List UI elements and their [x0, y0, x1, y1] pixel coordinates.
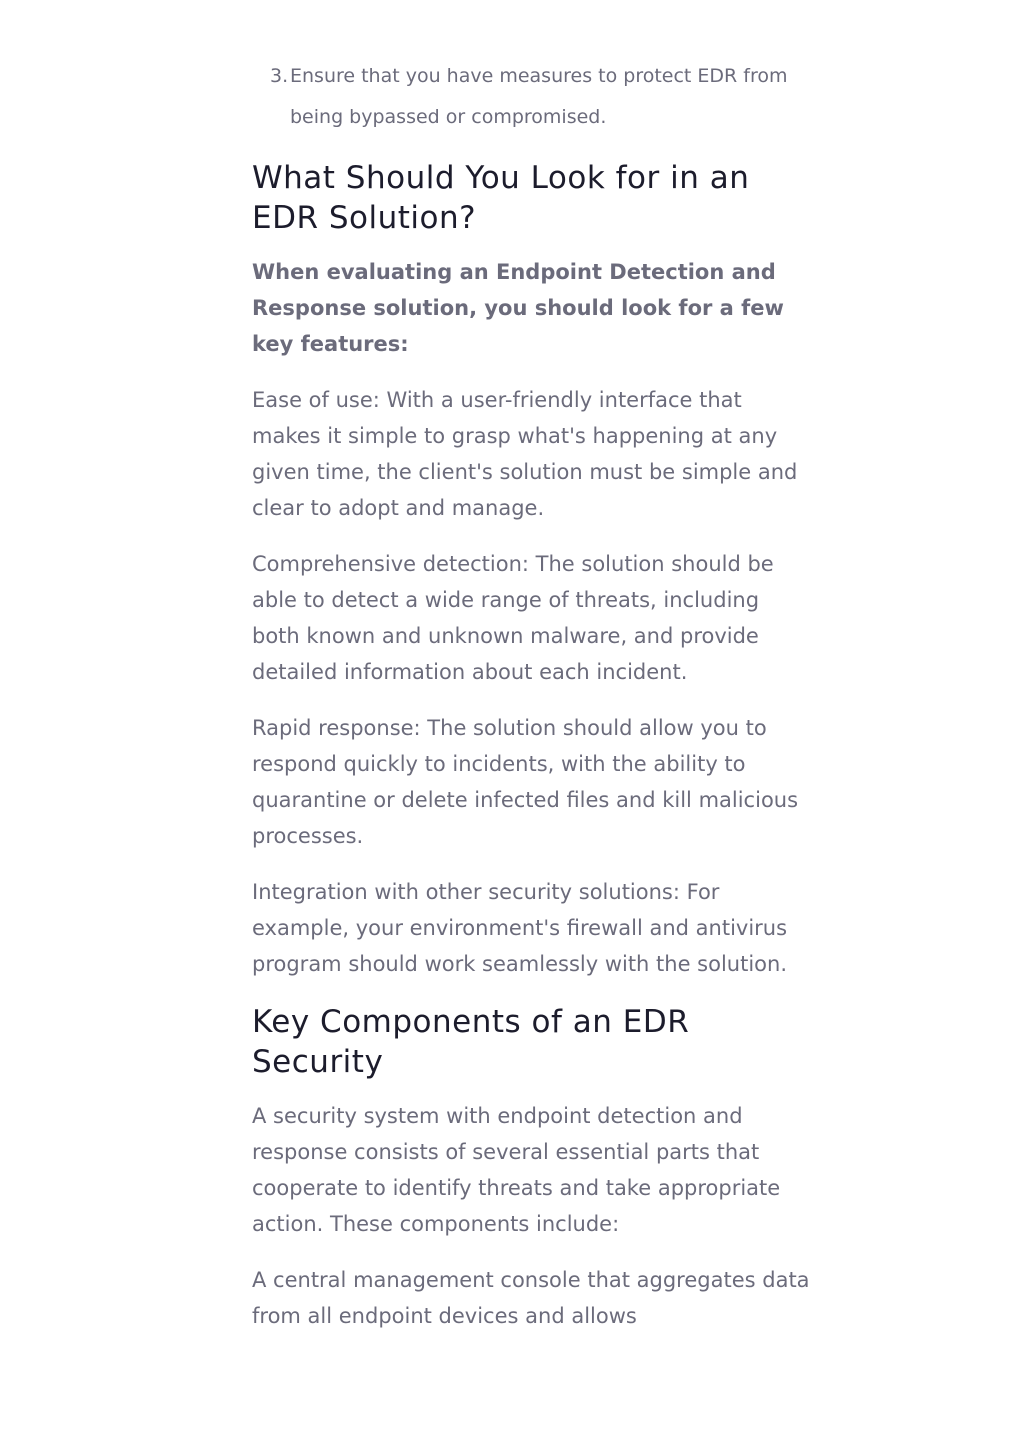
paragraph-ease-of-use: Ease of use: With a user-friendly interface that makes it simple to grasp what's happening at any given time, the client's solution must be simple and clear to adopt and manage.: [252, 388, 798, 520]
list-item-number: 3.: [270, 65, 289, 87]
paragraph-integration: Integration with other security solutions: For example, your environment's firewall and antivirus program should work seamlessly with the solution.: [252, 880, 788, 976]
section-heading-key-components: Key Components of an EDR Security: [252, 1004, 690, 1080]
section-heading-edr-solution: What Should You Look for in an EDR Solution?: [252, 160, 750, 236]
list-item-text: Ensure that you have measures to protect EDR from being bypassed or compromised.: [290, 65, 788, 128]
paragraph-components-intro: A security system with endpoint detection and response consists of several essential parts that cooperate to identify threats and take appropriate action. These components include:: [252, 1104, 781, 1236]
paragraph-rapid-response: Rapid response: The solution should allow you to respond quickly to incidents, with the ability to quarantine or delete infected files and kill malicious processes.: [252, 716, 799, 848]
lead-paragraph: When evaluating an Endpoint Detection and Response solution, you should look for a few key features:: [252, 260, 784, 356]
paragraph-comprehensive-detection: Comprehensive detection: The solution should be able to detect a wide range of threats, including both known and unknown malware, and provide detailed information about each incident.: [252, 552, 774, 684]
list-item: [270, 56, 812, 138]
article-body: [252, 56, 812, 1354]
paragraph-management-console: A central management console that aggregates data from all endpoint devices and allows: [252, 1268, 810, 1328]
